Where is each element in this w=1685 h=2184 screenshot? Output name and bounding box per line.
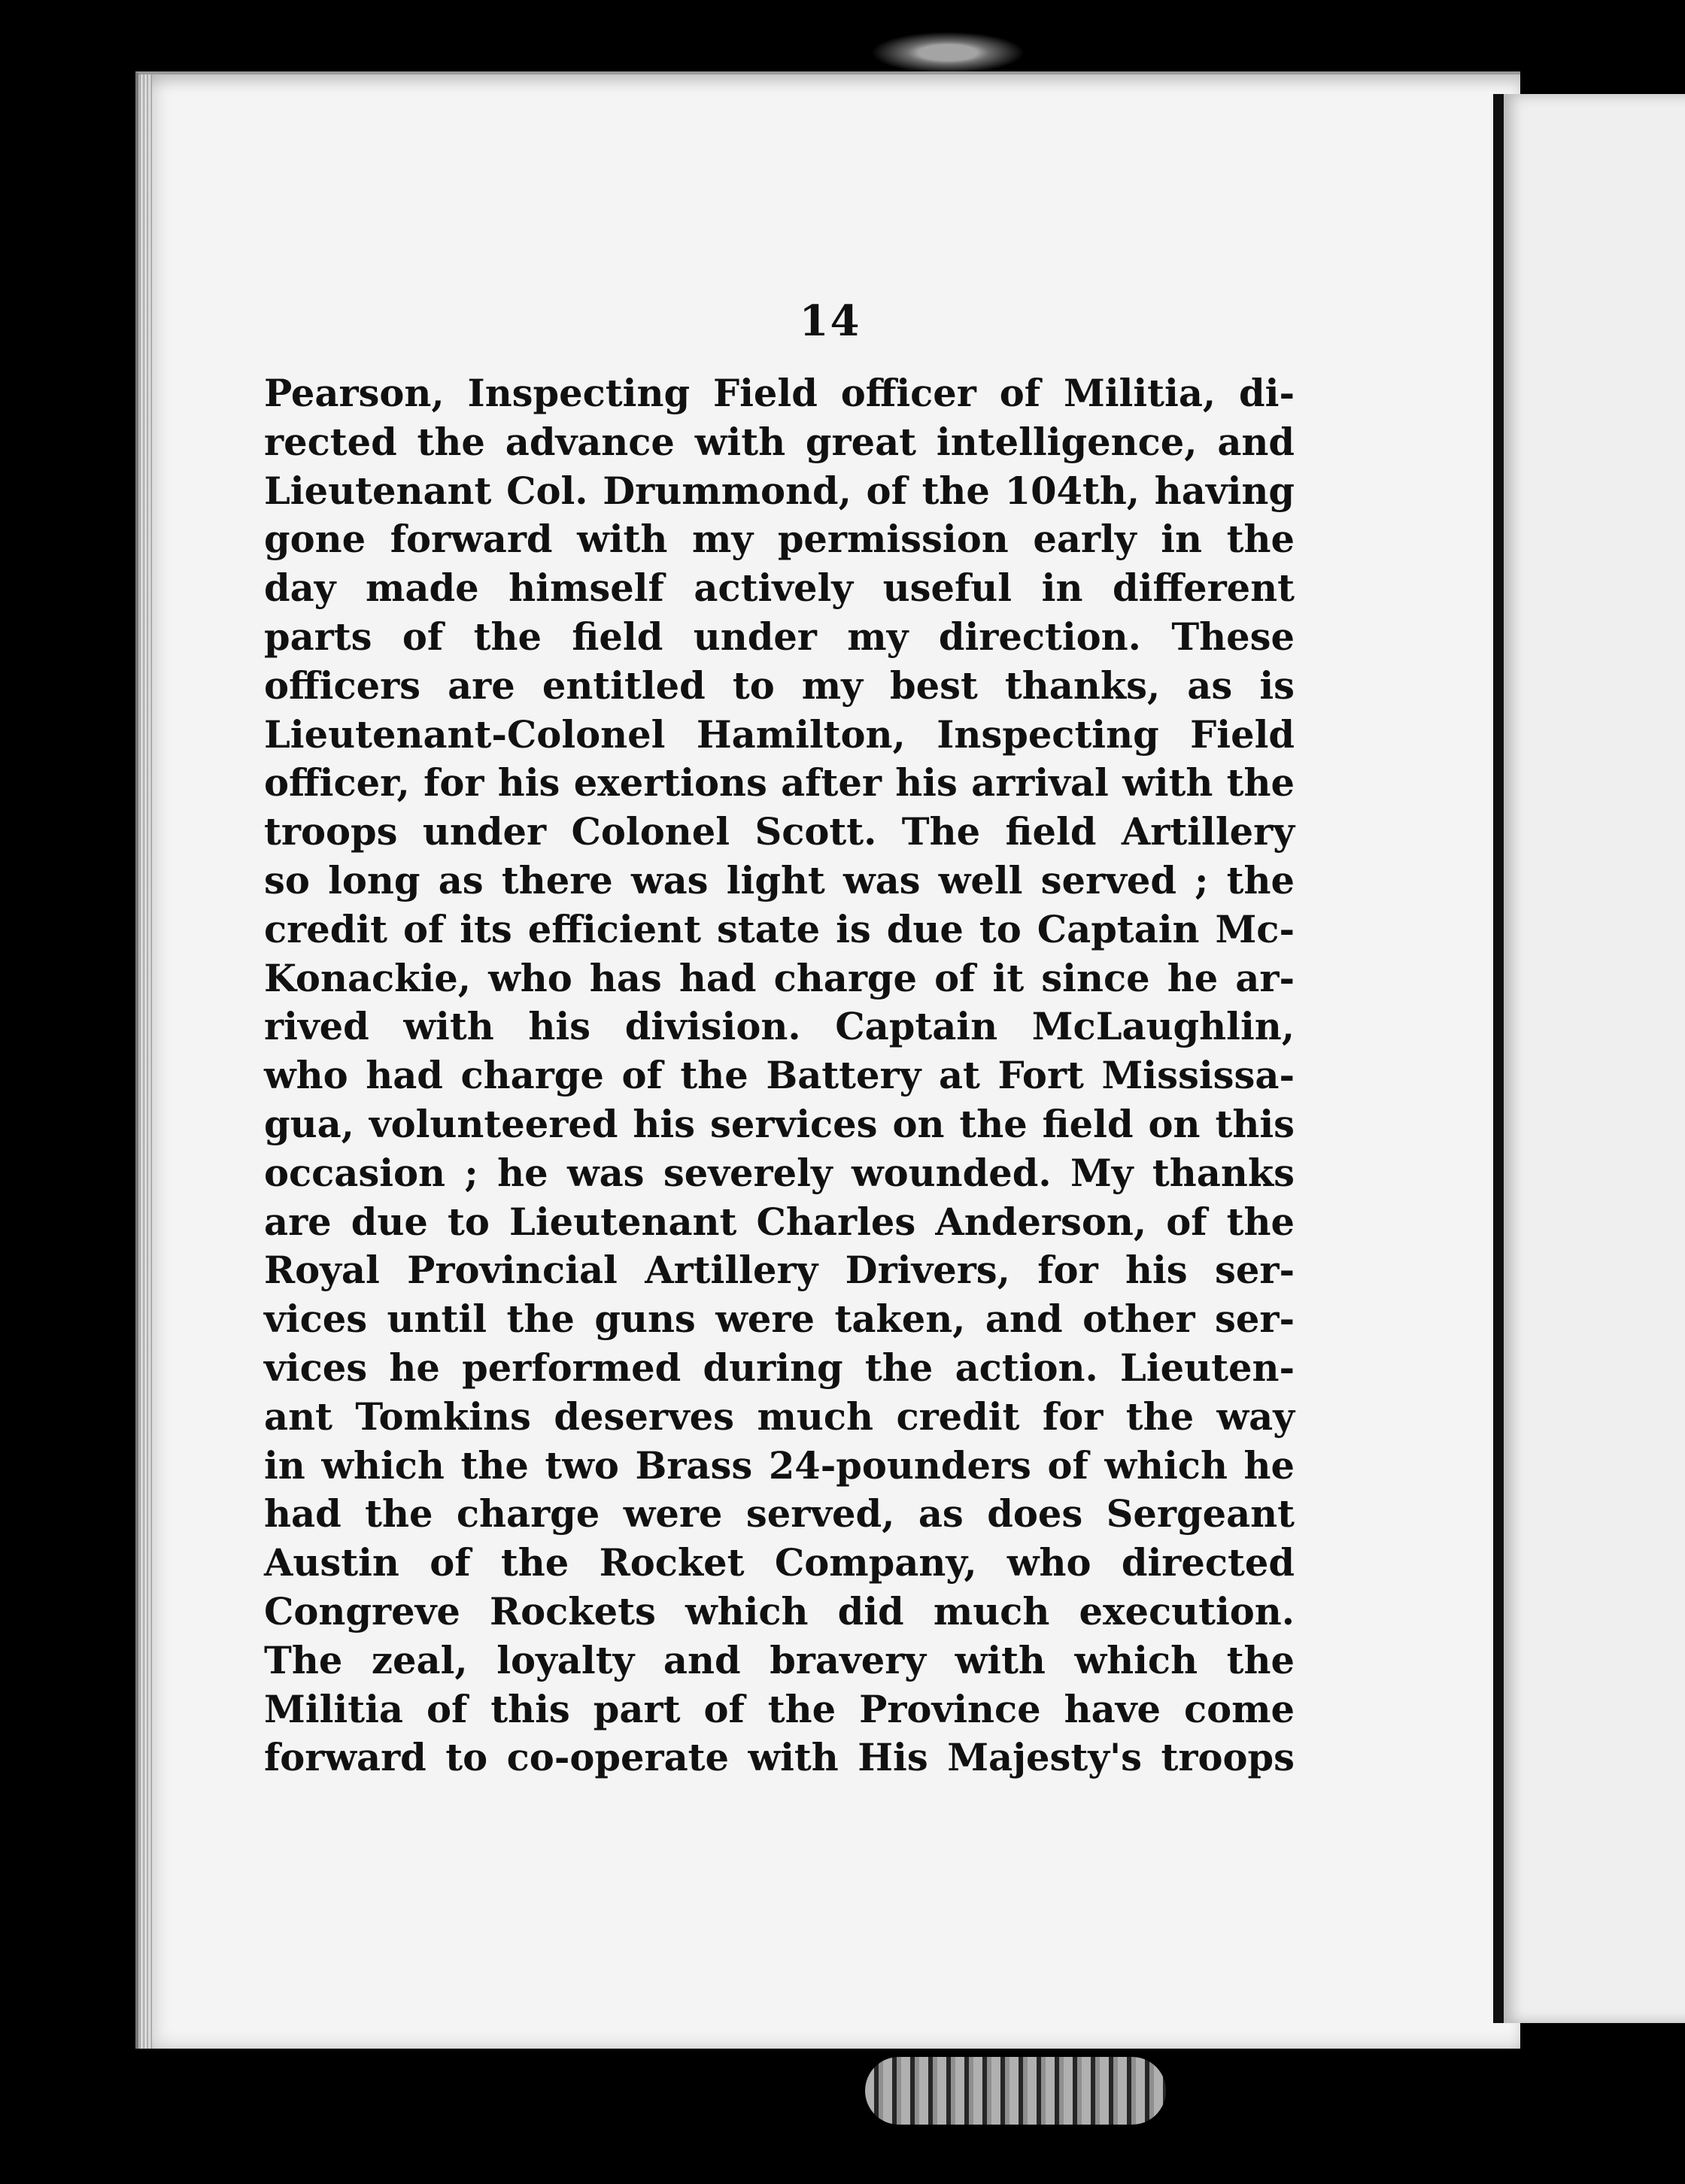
binding-curl-bottom (865, 2057, 1166, 2125)
text-line: gone forward with my permission early in the (264, 517, 1295, 562)
page-number: 14 (799, 296, 861, 346)
text-line: day made himself actively useful in different (264, 566, 1295, 611)
right-page-edge (1493, 94, 1685, 2023)
text-line: occasion ; he was severely wounded. My thanks (264, 1151, 1295, 1195)
text-line: credit of its efficient state is due to Captain Mc- (264, 907, 1295, 951)
text-line: officer, for his exertions after his arrival with the (264, 761, 1295, 805)
text-line: Konackie, who has had charge of it since he ar- (264, 956, 1295, 1000)
text-line: ant Tomkins deserves much credit for the way (264, 1394, 1295, 1439)
text-line: officers are entitled to my best thanks, as is (264, 663, 1295, 708)
text-line: gua, volunteered his services on the field on this (264, 1102, 1295, 1146)
text-line: Pearson, Inspecting Field officer of Militia, di- (264, 372, 1295, 415)
text-line: in which the two Brass 24-pounders of which he (264, 1443, 1295, 1488)
text-line: are due to Lieutenant Charles Anderson, of the (264, 1200, 1295, 1244)
text-line: had the charge were served, as does Sergeant (264, 1492, 1295, 1536)
page-edge (138, 74, 152, 2049)
text-line: parts of the field under my direction. These (264, 614, 1295, 659)
text-line: rected the advance with great intelligence, and (264, 420, 1295, 464)
text-line: Lieutenant-Colonel Hamilton, Inspecting Field (264, 712, 1295, 757)
binding-curl-top (865, 30, 1031, 75)
text-line: Congreve Rockets which did much execution. (264, 1589, 1295, 1633)
body-text (264, 369, 1295, 1782)
text-line: rived with his division. Captain McLaughlin, (264, 1005, 1295, 1049)
text-line: Militia of this part of the Province have come (264, 1687, 1295, 1731)
text-line: troops under Colonel Scott. The field Artillery (264, 810, 1295, 854)
text-line: vices he performed during the action. Lieuten- (264, 1345, 1295, 1390)
text-line: Royal Provincial Artillery Drivers, for his ser- (264, 1248, 1295, 1293)
text-line: who had charge of the Battery at Fort Mississa- (264, 1054, 1295, 1098)
text-line: forward to co-operate with His Majesty's troops (264, 1736, 1295, 1780)
text-line: Lieutenant Col. Drummond, of the 104th, having (264, 469, 1295, 513)
text-line: The zeal, loyalty and bravery with which the (264, 1638, 1295, 1682)
text-line: vices until the guns were taken, and other ser- (264, 1297, 1295, 1342)
text-line: so long as there was light was well served ; the (264, 858, 1295, 902)
left-page (135, 71, 1520, 2049)
text-line: Austin of the Rocket Company, who directed (264, 1541, 1295, 1585)
